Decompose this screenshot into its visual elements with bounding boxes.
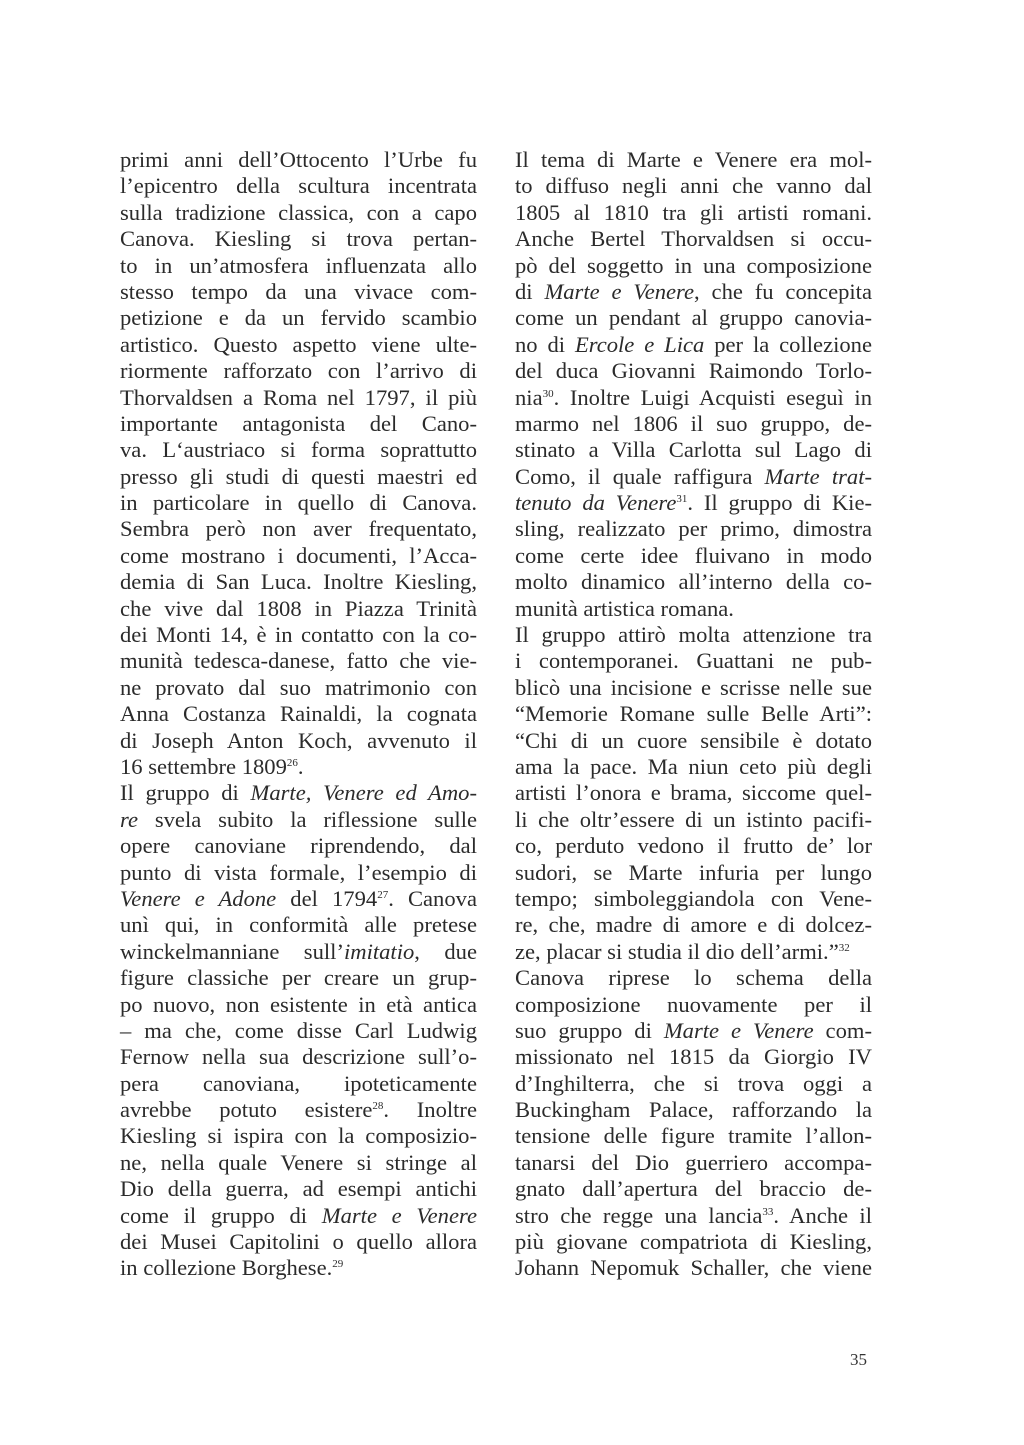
text-line xyxy=(515,543,872,569)
italic-title: Marte, Venere ed Amo- xyxy=(250,780,477,806)
line-text: sudori, se Marte infuria per lungo xyxy=(515,859,872,885)
text-line xyxy=(515,807,872,833)
line-text: di xyxy=(515,278,545,304)
line-text: come certe idee fluivano in modo xyxy=(515,542,872,568)
text-line xyxy=(120,728,477,754)
text-line xyxy=(120,754,477,780)
line-text: Canova. Kiesling si trova pertan- xyxy=(120,226,477,252)
text-line xyxy=(120,1150,477,1176)
line-text: . Inoltre Luigi Acquisti eseguì in xyxy=(553,384,872,410)
line-text: Il tema di Marte e Venere era mol- xyxy=(515,147,872,172)
footnote-ref[interactable]: 28 xyxy=(372,1100,384,1113)
line-text: stesso tempo da una vivace com- xyxy=(120,278,477,304)
line-text: Buckingham Palace, rafforzando la xyxy=(515,1097,872,1123)
italic-title: imitatio xyxy=(343,938,415,964)
line-text: in particolare in quello di Canova. xyxy=(120,490,477,516)
line-text: in collezione Borghese. xyxy=(120,1255,333,1281)
text-line xyxy=(515,939,872,965)
text-line xyxy=(120,253,477,279)
text-line xyxy=(120,332,477,358)
text-line xyxy=(120,886,477,912)
text-line xyxy=(120,780,477,806)
text-line xyxy=(515,411,872,437)
footnote-ref[interactable]: 29 xyxy=(332,1258,344,1271)
footnote-ref[interactable]: 26 xyxy=(286,756,298,769)
footnote-ref[interactable]: 31 xyxy=(676,493,688,506)
text-line xyxy=(120,173,477,199)
text-line xyxy=(120,1071,477,1097)
text-line xyxy=(515,147,872,173)
text-line xyxy=(515,912,872,938)
text-line xyxy=(515,992,872,1018)
text-line xyxy=(120,200,477,226)
line-text: avrebbe potuto esistere xyxy=(120,1097,373,1123)
italic-title: Ercole e Lica xyxy=(574,331,705,357)
line-text: no di xyxy=(515,331,575,357)
footnote-ref[interactable]: 27 xyxy=(377,888,389,901)
footnote-ref[interactable]: 32 xyxy=(838,941,850,954)
text-line xyxy=(515,1203,872,1229)
line-text: munità artistica romana. xyxy=(515,595,734,621)
line-text: marmo nel 1806 il suo gruppo, de- xyxy=(515,410,872,436)
text-line xyxy=(515,1229,872,1255)
line-text: presso gli studi di questi maestri ed xyxy=(120,463,477,489)
line-text: del duca Giovanni Raimondo Torlo- xyxy=(515,358,872,384)
text-line xyxy=(515,385,872,411)
line-text: 1805 al 1810 tra gli artisti romani. xyxy=(515,199,872,225)
line-text: petizione e da un fervido scambio xyxy=(120,305,477,331)
text-column-left xyxy=(120,147,477,1282)
footnote-ref[interactable]: 33 xyxy=(762,1205,774,1218)
line-text: , due xyxy=(414,938,477,964)
text-line xyxy=(120,543,477,569)
text-line xyxy=(515,490,872,516)
text-line xyxy=(120,912,477,938)
line-text: Canova riprese lo schema della xyxy=(515,965,872,991)
text-line xyxy=(515,569,872,595)
line-text: sulla tradizione classica, con a capo xyxy=(120,199,477,225)
text-line xyxy=(515,200,872,226)
line-text: come il gruppo di xyxy=(120,1202,322,1228)
text-line xyxy=(120,226,477,252)
text-line xyxy=(120,464,477,490)
line-text: li che oltr’essere di un istinto pacifi- xyxy=(515,806,872,832)
text-line xyxy=(120,1044,477,1070)
line-text: to diffuso negli anni che vanno dal xyxy=(515,173,872,199)
text-line xyxy=(515,358,872,384)
text-line xyxy=(120,490,477,516)
line-text: artisti l’onora e brama, siccome quel- xyxy=(515,780,872,806)
text-line xyxy=(120,622,477,648)
line-text: ama la pace. Ma niun ceto più degli xyxy=(515,753,872,779)
line-text: ze, placar si studia il dio dell’armi.” xyxy=(515,938,839,964)
line-text: più giovane compatriota di Kiesling, xyxy=(515,1229,872,1255)
text-line xyxy=(120,1018,477,1044)
line-text: figure classiche per creare un grup- xyxy=(120,965,477,991)
text-line xyxy=(515,516,872,542)
text-line xyxy=(120,569,477,595)
line-text: Anche Bertel Thorvaldsen si occu- xyxy=(515,226,872,252)
text-line xyxy=(120,1229,477,1255)
line-text: l’epicentro della scultura incentrata xyxy=(120,173,477,199)
text-line xyxy=(515,1123,872,1149)
line-text: Dio della guerra, ad esempi antichi xyxy=(120,1176,477,1202)
italic-title: Marte trat- xyxy=(764,463,872,489)
text-line xyxy=(515,886,872,912)
italic-title: Marte e Venere xyxy=(663,1017,814,1043)
line-text: tensione delle figure tramite l’allon- xyxy=(515,1123,872,1149)
line-text: come un pendant al gruppo canovia- xyxy=(515,305,872,331)
text-line xyxy=(120,437,477,463)
italic-title: tenuto da Venere xyxy=(515,490,677,516)
text-line xyxy=(515,754,872,780)
text-line xyxy=(120,358,477,384)
line-text: unì qui, in conformità alle pretese xyxy=(120,912,477,938)
text-line xyxy=(120,807,477,833)
line-text: primi anni dell’Ottocento l’Urbe fu xyxy=(120,147,477,172)
text-line xyxy=(515,1150,872,1176)
footnote-ref[interactable]: 30 xyxy=(542,387,554,400)
text-line xyxy=(120,516,477,542)
text-line xyxy=(515,701,872,727)
line-text: Kiesling si ispira con la composizio- xyxy=(120,1123,477,1149)
text-line xyxy=(120,305,477,331)
text-line xyxy=(515,1255,872,1281)
text-line xyxy=(515,1044,872,1070)
italic-title: Venere e Adone xyxy=(120,885,277,911)
text-line xyxy=(515,1071,872,1097)
italic-title: Marte e Venere xyxy=(321,1202,477,1228)
line-text: , che fu concepita xyxy=(694,278,872,304)
line-text: va. L‘austriaco si forma soprattutto xyxy=(120,437,477,463)
line-text: per la collezione xyxy=(704,331,872,357)
line-text: nia xyxy=(515,384,543,410)
text-line xyxy=(515,305,872,331)
text-line xyxy=(120,1176,477,1202)
line-text: dei Monti 14, è in contatto con la co- xyxy=(120,622,477,648)
line-text: Il gruppo attirò molta attenzione tra xyxy=(515,622,872,648)
line-text: d’Inghilterra, che si trova oggi a xyxy=(515,1070,872,1096)
text-line xyxy=(120,992,477,1018)
line-text: Johann Nepomuk Schaller, che viene xyxy=(515,1255,872,1281)
line-text: tempo; simboleggiandola con Vene- xyxy=(515,885,872,911)
text-line xyxy=(120,648,477,674)
line-text: stro che regge una lancia xyxy=(515,1202,763,1228)
line-text: co, perduto vedono il frutto de’ lor xyxy=(515,833,872,859)
text-line xyxy=(120,385,477,411)
italic-title: Marte e Venere xyxy=(544,278,695,304)
text-line xyxy=(120,279,477,305)
line-text: riormente rafforzato con l’arrivo di xyxy=(120,358,477,384)
line-text: suo gruppo di xyxy=(515,1017,664,1043)
text-line xyxy=(120,939,477,965)
text-line xyxy=(515,226,872,252)
line-text: missionato nel 1815 da Giorgio IV xyxy=(515,1044,872,1070)
text-line xyxy=(120,1203,477,1229)
line-text: pera canoviana, ipoteticamente xyxy=(120,1070,477,1096)
text-line xyxy=(515,1018,872,1044)
text-line xyxy=(515,1176,872,1202)
line-text: ne, nella quale Venere si stringe al xyxy=(120,1149,477,1175)
line-text: sling, realizzato per primo, dimostra xyxy=(515,516,872,542)
line-text: Il gruppo di xyxy=(120,780,251,806)
text-line xyxy=(515,253,872,279)
line-text: composizione nuovamente per il xyxy=(515,991,872,1017)
text-line xyxy=(515,437,872,463)
line-text: re, che, madre di amore e di dolcez- xyxy=(515,912,872,938)
text-line xyxy=(515,728,872,754)
line-text: 16 settembre 1809 xyxy=(120,753,287,779)
text-line xyxy=(120,1123,477,1149)
line-text: Anna Costanza Rainaldi, la cognata xyxy=(120,701,477,727)
text-line xyxy=(120,147,477,173)
text-line xyxy=(120,1097,477,1123)
text-line xyxy=(515,279,872,305)
line-text: opere canoviane riprendendo, dal xyxy=(120,833,477,859)
line-text: – ma che, come disse Carl Ludwig xyxy=(120,1017,477,1043)
line-text: che vive dal 1808 in Piazza Trinità xyxy=(120,595,477,621)
text-line xyxy=(120,833,477,859)
text-line xyxy=(515,648,872,674)
line-text: . Il gruppo di Kie- xyxy=(687,490,872,516)
line-text: . Canova xyxy=(388,885,477,911)
line-text: pò del soggetto in una composizione xyxy=(515,252,872,278)
text-line xyxy=(120,596,477,622)
line-text: Sembra però non aver frequentato, xyxy=(120,516,477,542)
line-text: Fernow nella sua descrizione sull’o- xyxy=(120,1044,477,1070)
text-line xyxy=(515,464,872,490)
text-line xyxy=(515,332,872,358)
line-text: dei Musei Capitolini o quello allora xyxy=(120,1229,477,1255)
text-line xyxy=(515,833,872,859)
text-line xyxy=(120,411,477,437)
line-text: blicò una incisione e scrisse nelle sue xyxy=(515,674,872,700)
line-text: “Memorie Romane sulle Belle Arti”: xyxy=(515,701,872,727)
text-line xyxy=(515,1097,872,1123)
line-text: svela subito la riflessione sulle xyxy=(137,806,477,832)
line-text: . xyxy=(297,753,304,779)
text-line xyxy=(120,675,477,701)
line-text: come mostrano i documenti, l’Acca- xyxy=(120,542,477,568)
line-text: artistico. Questo aspetto viene ulte- xyxy=(120,331,477,357)
italic-title: re xyxy=(120,806,138,832)
line-text: . Anche il xyxy=(773,1202,872,1228)
text-line xyxy=(515,860,872,886)
page-number: 35 xyxy=(850,1350,867,1369)
line-text: Como, il quale raffigura xyxy=(515,463,765,489)
line-text: . Inoltre xyxy=(383,1097,477,1123)
line-text: demia di San Luca. Inoltre Kiesling, xyxy=(120,569,477,595)
text-line xyxy=(120,1255,477,1281)
text-line xyxy=(515,675,872,701)
line-text: di Joseph Anton Koch, avvenuto il xyxy=(120,727,477,753)
line-text: Thorvaldsen a Roma nel 1797, il più xyxy=(120,384,477,410)
line-text: del 1794 xyxy=(276,885,378,911)
line-text: gnato dall’apertura del braccio de- xyxy=(515,1176,872,1202)
line-text: com- xyxy=(813,1017,872,1043)
line-text: to in un’atmosfera influenzata allo xyxy=(120,252,477,278)
line-text: molto dinamico all’interno della co- xyxy=(515,569,872,595)
text-line xyxy=(515,622,872,648)
text-line xyxy=(120,965,477,991)
line-text: winckelmanniane sull’ xyxy=(120,938,344,964)
line-text: “Chi di un cuore sensibile è dotato xyxy=(515,727,872,753)
text-line xyxy=(515,780,872,806)
text-line xyxy=(515,965,872,991)
line-text: importante antagonista del Cano- xyxy=(120,410,477,436)
line-text: tanarsi del Dio guerriero accompa- xyxy=(515,1149,872,1175)
text-column-right xyxy=(515,147,872,1282)
line-text: munità tedesca-danese, fatto che vie- xyxy=(120,648,477,674)
text-line xyxy=(515,173,872,199)
line-text: po nuovo, non esistente in età antica xyxy=(120,991,477,1017)
text-line xyxy=(120,860,477,886)
text-line xyxy=(515,596,872,622)
line-text: punto di vista formale, l’esempio di xyxy=(120,859,477,885)
line-text: i contemporanei. Guattani ne pub- xyxy=(515,648,872,674)
line-text: ne provato dal suo matrimonio con xyxy=(120,674,477,700)
text-line xyxy=(120,701,477,727)
line-text: stinato a Villa Carlotta sul Lago di xyxy=(515,437,872,463)
